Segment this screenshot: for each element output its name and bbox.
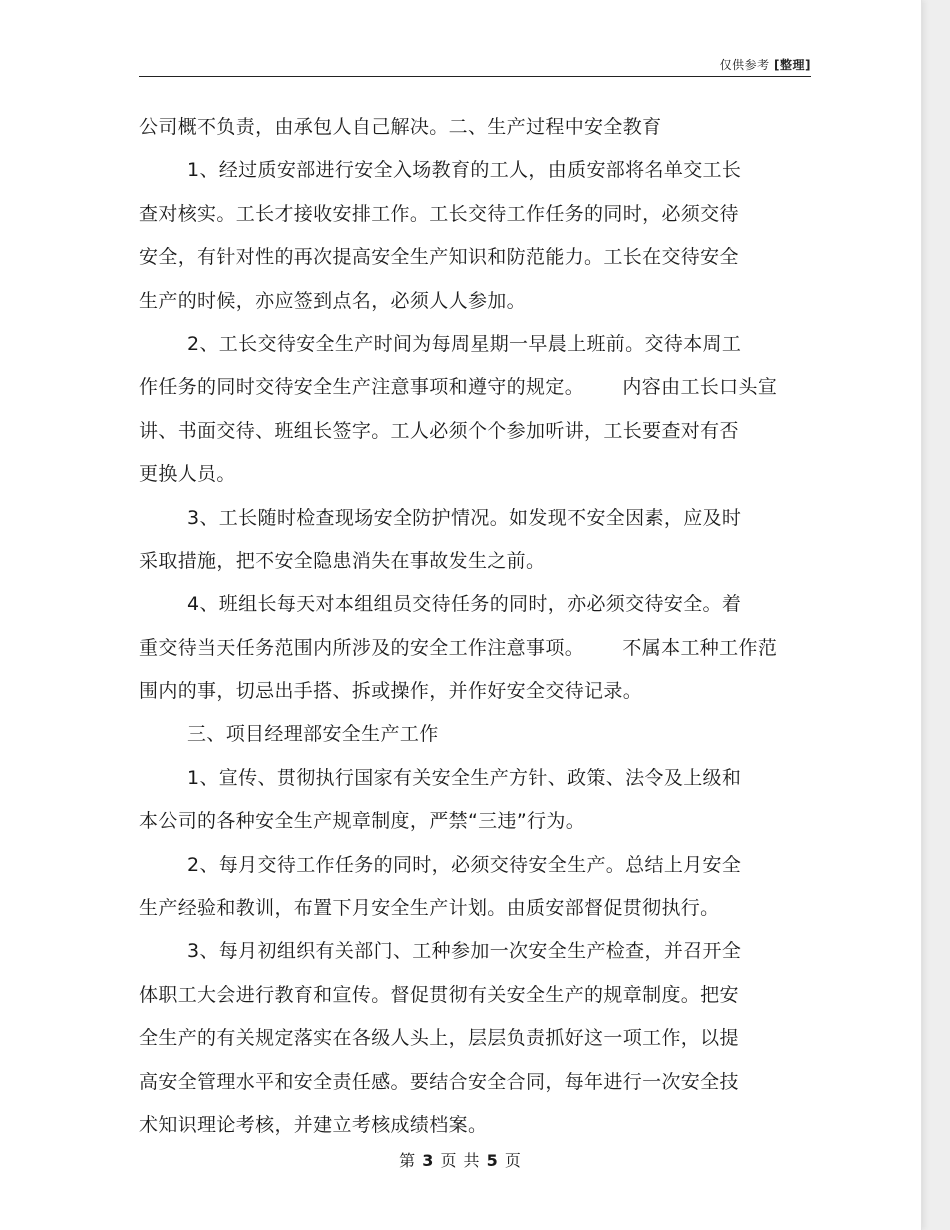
- text-line: 采取措施，把不安全隐患消失在事故发生之前。: [139, 549, 546, 572]
- header-note-text: 仅供参考: [719, 58, 770, 72]
- text-line: 更换人员。: [139, 463, 236, 486]
- text-line: 1、经过质安部进行安全入场教育的工人，由质安部将名单交工长: [187, 159, 742, 182]
- text-line: 生产经验和教训，布置下月安全生产计划。由质安部督促贯彻执行。: [139, 897, 720, 920]
- text-line: 讲、书面交待、班组长签字。工人必须个个参加听讲，工长要查对有否: [139, 419, 739, 442]
- text-line: 查对核实。工长才接收安排工作。工长交待工作任务的同时，必须交待: [139, 202, 739, 225]
- text-line: 4、班组长每天对本组组员交待任务的同时，亦必须交待安全。着: [187, 593, 742, 616]
- text-line: 公司概不负责，由承包人自己解决。二、生产过程中安全教育: [139, 116, 662, 138]
- text-line: 3、工长随时检查现场安全防护情况。如发现不安全因素，应及时: [187, 506, 742, 529]
- footer-page-number: 3: [422, 1151, 435, 1170]
- text-line: 三、项目经理部安全生产工作: [187, 723, 439, 746]
- header-note-tag: [整理]: [774, 58, 811, 72]
- document-body: [139, 106, 819, 1147]
- header-divider: [139, 76, 811, 77]
- text-line: 1、宣传、贯彻执行国家有关安全生产方针、政策、法令及上级和: [187, 766, 742, 789]
- footer-prefix: 第: [399, 1151, 417, 1170]
- footer-suffix: 页: [504, 1151, 522, 1170]
- text-line: 全生产的有关规定落实在各级人头上，层层负责抓好这一项工作，以提: [139, 1027, 739, 1050]
- text-line: 本公司的各种安全生产规章制度，严禁“三违”行为。: [139, 810, 586, 833]
- text-line: 重交待当天任务范围内所涉及的安全工作注意事项。 不属本工种工作范: [139, 636, 778, 659]
- text-line: 3、每月初组织有关部门、工种参加一次安全生产检查，并召开全: [187, 940, 742, 963]
- text-line: 生产的时候，亦应签到点名，必须人人参加。: [139, 289, 527, 312]
- page-header-note: [720, 56, 811, 73]
- text-line: 术知识理论考核，并建立考核成绩档案。: [139, 1113, 488, 1136]
- page-footer: [0, 1148, 921, 1171]
- footer-total-pages: 5: [486, 1151, 499, 1170]
- text-line: 安全，有针对性的再次提高安全生产知识和防范能力。工长在交待安全: [139, 246, 739, 269]
- footer-middle: 页 共: [440, 1151, 481, 1170]
- text-line: 2、每月交待工作任务的同时，必须交待安全生产。总结上月安全: [187, 853, 742, 876]
- text-line: 体职工大会进行教育和宣传。督促贯彻有关安全生产的规章制度。把安: [139, 983, 739, 1006]
- text-line: 围内的事，切忌出手搭、拆或操作，并作好安全交待记录。: [139, 680, 643, 703]
- text-line: 高安全管理水平和安全责任感。要结合安全合同，每年进行一次安全技: [139, 1070, 739, 1093]
- text-line: 2、工长交待安全生产时间为每周星期一早晨上班前。交待本周工: [187, 332, 742, 355]
- text-line: 作任务的同时交待安全生产注意事项和遵守的规定。 内容由工长口头宣: [139, 376, 778, 399]
